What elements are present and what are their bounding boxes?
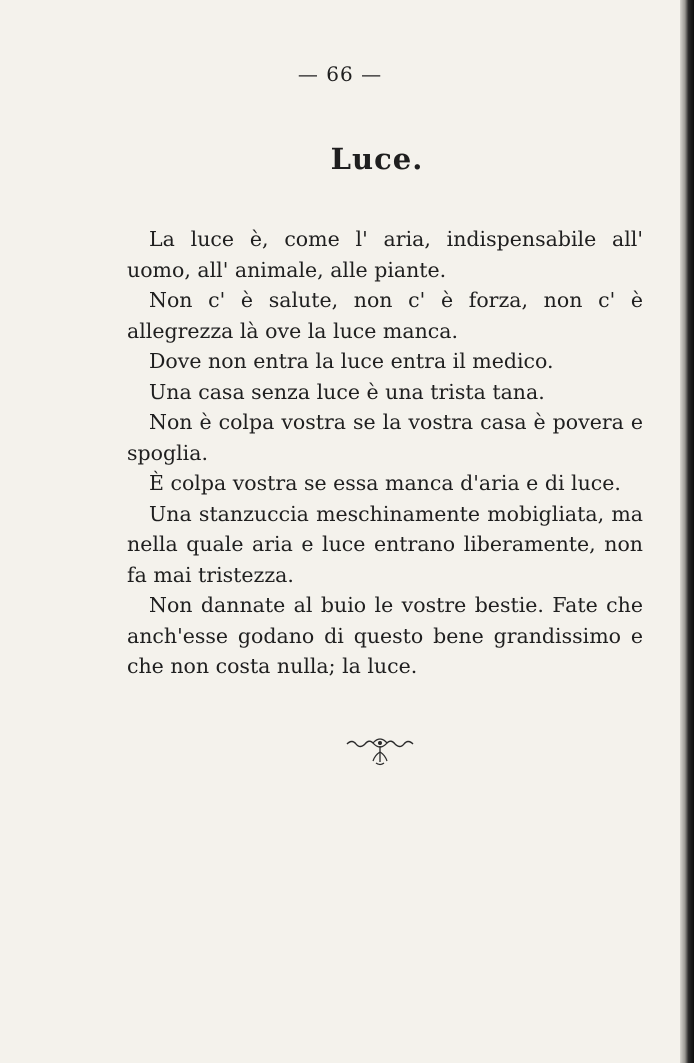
paragraph: La luce è, come l' aria, indispensabile all' uomo, all' animale, alle piante. xyxy=(127,227,643,282)
paragraph: Non è colpa vostra se la vostra casa è povera e spoglia. xyxy=(127,410,643,465)
book-spine-edge xyxy=(680,0,694,1063)
page-number: — 66 — xyxy=(297,62,383,86)
chapter-title: Luce. xyxy=(330,142,424,176)
paragraph: È colpa vostra se essa manca d'aria e di luce. xyxy=(149,471,621,495)
paragraph: Dove non entra la luce entra il medico. xyxy=(149,349,554,373)
paragraph: Non dannate al buio le vostre bestie. Fate che anch'esse godano di questo bene grandissimo e che non costa nulla; la luce. xyxy=(127,593,643,678)
paragraph: Non c' è salute, non c' è forza, non c' è allegrezza là ove la luce manca. xyxy=(127,288,643,343)
paragraph: Una stanzuccia meschinamente mobigliata, ma nella quale aria e luce entrano liberamente, non fa mai tristezza. xyxy=(127,501,643,587)
paragraph: Una casa senza luce è una trista tana. xyxy=(149,379,545,404)
floral-ornament-icon xyxy=(345,730,415,770)
body-text xyxy=(127,224,643,682)
